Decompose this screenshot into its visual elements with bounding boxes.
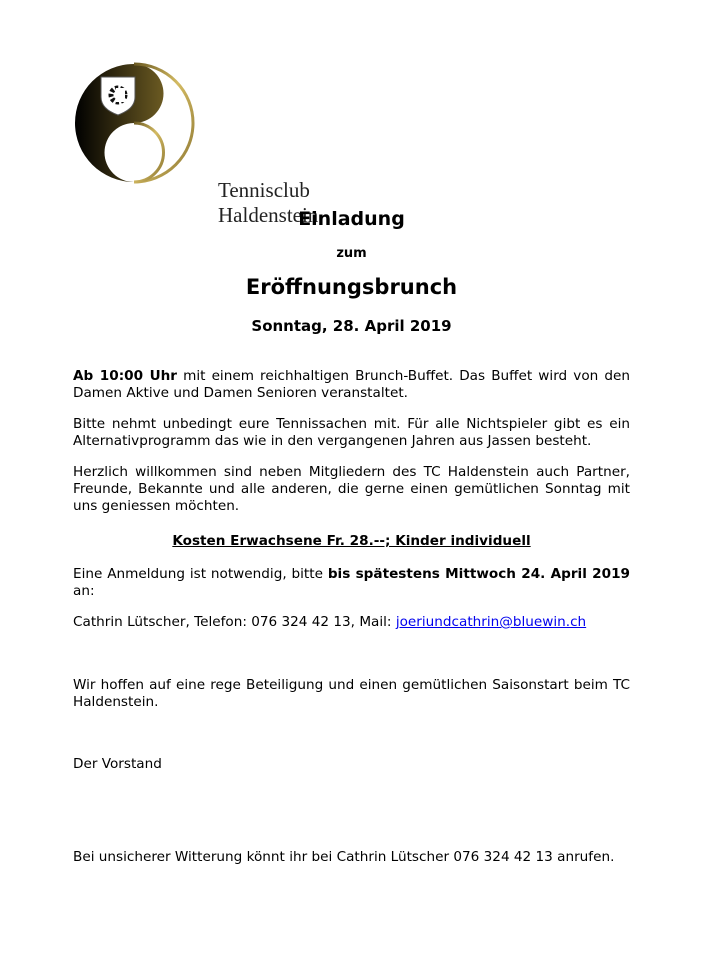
event-title: Eröffnungsbrunch — [245, 275, 458, 299]
weather-note: Bei unsicherer Witterung könnt ihr bei Cathrin Lütscher 076 324 42 13 anrufen. — [73, 849, 615, 865]
cost-line: Kosten Erwachsene Fr. 28.--; Kinder individuell — [172, 533, 531, 549]
event-date: Sonntag, 28. April 2019 — [251, 317, 452, 335]
contact-email-link[interactable]: joeriundcathrin@bluewin.ch — [395, 614, 587, 630]
start-time: Ab 10:00 Uhr — [73, 368, 177, 384]
buffet-text: mit einem reichhaltigen Brunch-Buffet. Das Buffet wird von den Damen Aktive und Damen Senioren veranstaltet. — [73, 368, 630, 401]
paragraph-contact — [73, 614, 630, 631]
club-logo — [72, 62, 319, 227]
paragraph-buffet — [73, 368, 630, 402]
paragraph-tennis-gear: Bitte nehmt unbedingt eure Tennissachen mit. Für alle Nichtspieler gibt es ein Alternativprogramm das wie in den vergangenen Jahren aus Jassen besteht. — [73, 416, 630, 449]
registration-suffix: an: — [73, 583, 95, 599]
yin-yang-emblem-icon — [72, 62, 197, 184]
registration-text: Eine Anmeldung ist notwendig, bitte — [73, 566, 328, 582]
logo-line-2: Haldenstein — [218, 203, 319, 227]
invitation-title: Einladung — [298, 208, 405, 230]
contact-text: Cathrin Lütscher, Telefon: 076 324 42 13, Mail: — [73, 614, 396, 630]
paragraph-closing: Wir hoffen auf eine rege Beteiligung und einen gemütlichen Saisonstart beim TC Haldenstein. — [73, 677, 630, 710]
logo-line-1: Tennisclub — [218, 178, 310, 202]
paragraph-registration — [73, 566, 630, 600]
paragraph-welcome: Herzlich willkommen sind neben Mitgliedern des TC Haldenstein auch Partner, Freunde, Bekannte und alle anderen, die gerne einen gemütlichen Sonntag mit uns geniessen möchten. — [73, 464, 630, 514]
registration-deadline: bis spätestens Mittwoch 24. April 2019 — [327, 566, 630, 582]
title-connector: zum — [336, 246, 367, 261]
signature: Der Vorstand — [73, 756, 162, 772]
